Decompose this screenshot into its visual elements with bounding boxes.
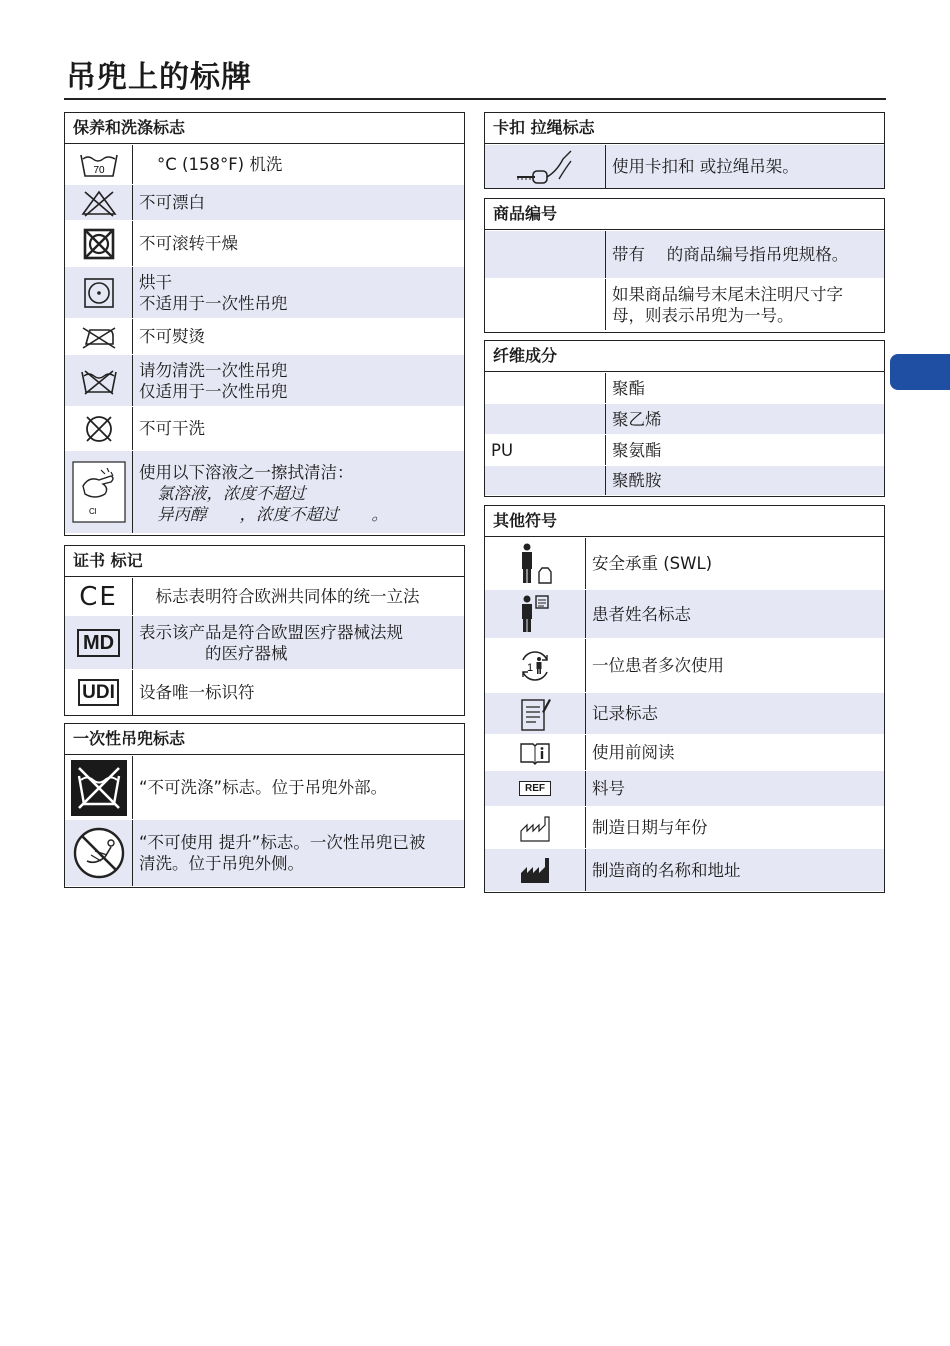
- product-row: [485, 278, 884, 330]
- fiber-code: [485, 404, 606, 434]
- md-mark-icon: [65, 616, 133, 669]
- buckle-loop-icon: [485, 145, 606, 188]
- fiber-header: 纤维成分: [485, 341, 884, 372]
- care-text: 不可干洗: [139, 419, 205, 438]
- product-text: 母，则表示吊兜为一号。: [612, 305, 794, 325]
- cert-row: [65, 669, 464, 715]
- cert-header: 证书 标记: [65, 546, 464, 577]
- no-wash-icon: [65, 355, 133, 406]
- other-text: 料号: [592, 779, 625, 798]
- fiber-table: [484, 340, 885, 497]
- buckle-text: 使用卡扣和 或拉绳吊架。: [612, 157, 799, 176]
- care-text: °C (158°F) 机洗: [157, 155, 283, 174]
- fiber-name: 聚酰胺: [612, 471, 662, 490]
- fiber-name: 聚氨酯: [612, 440, 662, 460]
- care-text: 不可滚转干燥: [139, 234, 238, 253]
- no-bleach-icon: [65, 185, 133, 220]
- care-row: [65, 406, 464, 450]
- fiber-code: [485, 373, 606, 403]
- wash-temp-label: 70: [92, 164, 105, 176]
- other-text: 制造日期与年份: [592, 818, 708, 837]
- care-text: 氯溶液，浓度不超过: [157, 483, 306, 503]
- care-row: [65, 144, 464, 184]
- care-row: [65, 318, 464, 354]
- md-mark-label: MD: [77, 629, 120, 657]
- do-not-wash-black-icon: [65, 756, 133, 819]
- title-divider: [64, 98, 886, 100]
- care-text: 不可熨烫: [139, 327, 205, 346]
- disposable-header: 一次性吊兜标志: [65, 724, 464, 755]
- product-header: 商品编号: [485, 199, 884, 230]
- single-patient-multiple-use-icon: [485, 639, 586, 692]
- other-header: 其他符号: [485, 506, 884, 537]
- other-row: [485, 638, 884, 692]
- tumble-dry-icon: [65, 267, 133, 318]
- no-tumble-dry-icon: [65, 221, 133, 266]
- product-text: 带有 的商品编号指吊兜规格。: [612, 245, 849, 264]
- care-text: 仅适用于一次性吊兜: [139, 381, 288, 401]
- product-table: [484, 198, 885, 333]
- disposable-text: 清洗。位于吊兜外侧。: [139, 854, 304, 873]
- buckle-table: [484, 112, 885, 189]
- cert-row: [65, 577, 464, 615]
- other-row: [485, 734, 884, 770]
- fiber-row: [485, 403, 884, 434]
- care-text: 烘干: [139, 272, 172, 292]
- manufacture-date-icon: [485, 807, 586, 848]
- fiber-name: 聚酯: [612, 378, 645, 398]
- cert-text: 的医疗器械: [139, 643, 288, 663]
- other-row: [485, 848, 884, 891]
- do-not-lift-icon: [65, 820, 133, 886]
- cert-row: [65, 615, 464, 669]
- manufacturer-icon: [485, 849, 586, 891]
- other-text: 记录标志: [592, 704, 658, 723]
- fiber-name: 聚乙烯: [612, 409, 662, 429]
- cert-text: 标志表明符合欧洲共同体的统一立法: [139, 587, 420, 606]
- disposable-table: [64, 723, 465, 888]
- buckle-row: [485, 144, 884, 188]
- wash-70-icon: [65, 145, 133, 184]
- care-text: 异丙醇 ，浓度不超过 。: [157, 504, 388, 524]
- ce-mark-label: CE: [79, 581, 118, 612]
- no-iron-icon: [65, 319, 133, 354]
- fiber-code: [485, 466, 606, 495]
- no-dry-clean-icon: [65, 407, 133, 450]
- other-text: 一位患者多次使用: [592, 656, 724, 675]
- buckle-header: 卡扣 拉绳标志: [485, 113, 884, 144]
- fiber-code: PU: [485, 435, 606, 465]
- care-row: [65, 184, 464, 220]
- care-table: [64, 112, 465, 536]
- other-row: [485, 589, 884, 638]
- other-row: [485, 692, 884, 734]
- product-code: [485, 279, 606, 330]
- fiber-row: [485, 434, 884, 465]
- care-header: 保养和洗涤标志: [65, 113, 464, 144]
- care-row: [65, 450, 464, 533]
- disposable-row: [65, 755, 464, 819]
- other-text: 制造商的名称和地址: [592, 860, 741, 880]
- disposable-row: [65, 819, 464, 886]
- wipe-badge: Cl: [88, 507, 97, 516]
- product-text: 如果商品编号末尾未注明尺寸字: [612, 284, 843, 304]
- product-code: [485, 231, 606, 278]
- ce-mark-icon: [65, 578, 133, 615]
- care-text: 使用以下溶液之一擦拭清洁：: [139, 462, 354, 482]
- disposable-text: “不可使用 提升”标志。一次性吊兜已被: [139, 833, 426, 852]
- ref-icon: [485, 771, 586, 806]
- care-row: [65, 354, 464, 406]
- cert-text: 设备唯一标识符: [139, 683, 255, 702]
- disposable-text: “不可洗涤”标志。位于吊兜外部。: [139, 778, 388, 797]
- other-row: [485, 806, 884, 848]
- product-row: [485, 230, 884, 278]
- other-text: 安全承重 (SWL): [592, 554, 713, 573]
- other-row: [485, 770, 884, 806]
- safe-working-load-icon: [485, 538, 586, 589]
- care-text: 不可漂白: [139, 193, 205, 212]
- other-text: 使用前阅读: [592, 743, 675, 762]
- other-row: [485, 537, 884, 589]
- wipe-clean-icon: [65, 451, 133, 533]
- care-text: 请勿清洗一次性吊兜: [139, 360, 288, 380]
- read-instructions-icon: [485, 735, 586, 770]
- care-row: [65, 220, 464, 266]
- cert-text: 表示该产品是符合欧盟医疗器械法规: [139, 622, 403, 642]
- other-text: 患者姓名标志: [592, 604, 691, 624]
- udi-mark-label: UDI: [78, 679, 119, 706]
- care-row: [65, 266, 464, 318]
- ref-label: REF: [519, 781, 551, 796]
- fiber-row: [485, 465, 884, 495]
- page-title: 吊兜上的标牌: [66, 60, 252, 95]
- udi-mark-icon: [65, 670, 133, 715]
- care-text: 不适用于一次性吊兜: [139, 293, 288, 313]
- patient-name-icon: [485, 590, 586, 638]
- other-table: [484, 505, 885, 893]
- cert-table: [64, 545, 465, 716]
- single-patient-badge: 1: [527, 661, 534, 674]
- chapter-tab: [890, 354, 950, 390]
- fiber-row: [485, 372, 884, 403]
- record-icon: [485, 693, 586, 734]
